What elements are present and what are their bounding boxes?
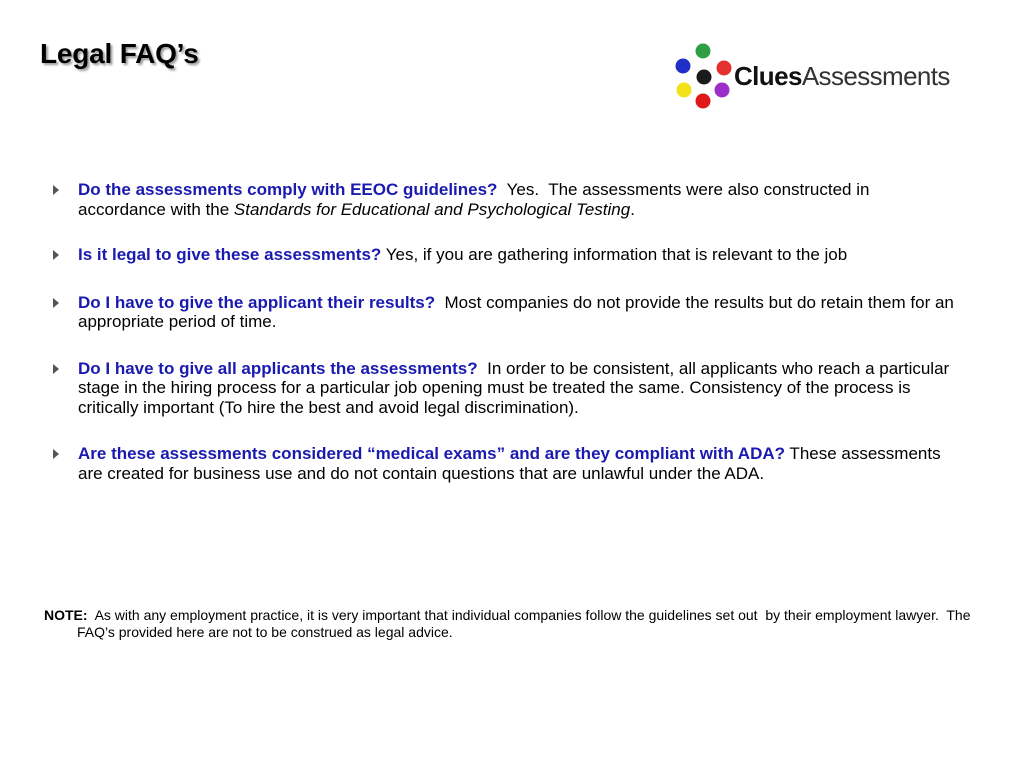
faq-answer-end: . xyxy=(630,199,635,219)
faq-question: Is it legal to give these assessments? xyxy=(78,245,382,264)
logo-dot xyxy=(715,83,730,98)
logo-text-light: Assessments xyxy=(801,61,950,91)
faq-answer-italic: Standards for Educational and Psychological Testing xyxy=(233,199,631,219)
logo-wordmark xyxy=(734,61,950,91)
bullet-arrow-icon xyxy=(53,298,59,308)
faq-item xyxy=(48,245,958,265)
faq-item xyxy=(48,293,958,332)
faq-answer: Yes. The assessments were also constructed in accordance with the xyxy=(78,180,875,219)
logo-dot xyxy=(696,44,711,59)
faq-answer: In order to be consistent, all applicants who reach a particular stage in the hiring process for a particular job opening must be treated the same. Consistency of the process is critically important (To hire the best and avoid legal discrimination). xyxy=(78,358,954,417)
logo-dot xyxy=(676,59,691,74)
page-title: Legal FAQ’s xyxy=(40,38,199,69)
faq-answer: These assessments are created for business use and do not contain questions that are unlawful under the ADA. xyxy=(78,444,946,483)
faq-list xyxy=(48,180,958,483)
faq-question: Do I have to give all applicants the assessments? xyxy=(78,358,478,378)
clues-assessments-logo xyxy=(672,42,992,116)
bullet-arrow-icon xyxy=(53,250,59,260)
colored-dots-logo-icon xyxy=(672,42,732,114)
bullet-arrow-icon xyxy=(53,185,59,195)
faq-answer: Most companies do not provide the results but do retain them for an appropriate period of time. xyxy=(78,292,959,331)
faq-question: Do I have to give the applicant their results? xyxy=(78,292,436,312)
logo-dot xyxy=(677,83,692,98)
faq-question: Are these assessments considered “medical exams” and are they compliant with ADA? xyxy=(78,444,786,463)
logo-dot xyxy=(697,70,712,85)
faq-answer: Yes, if you are gathering information that is relevant to the job xyxy=(381,245,848,264)
faq-item xyxy=(48,180,958,219)
bullet-arrow-icon xyxy=(53,364,59,374)
logo-dot xyxy=(696,94,711,109)
faq-item xyxy=(48,359,958,418)
bullet-arrow-icon xyxy=(53,449,59,459)
note-label: NOTE: xyxy=(44,607,88,623)
faq-question: Do the assessments comply with EEOC guidelines? xyxy=(78,180,498,199)
legal-note xyxy=(44,607,1005,641)
logo-text-bold: Clues xyxy=(734,61,802,91)
logo-dot xyxy=(717,61,732,76)
note-text: As with any employment practice, it is very important that individual companies follow the guidelines set out by their employment lawyer. The FAQ’s provided here are not to be construed as legal advice. xyxy=(77,607,975,640)
faq-item xyxy=(48,444,958,483)
